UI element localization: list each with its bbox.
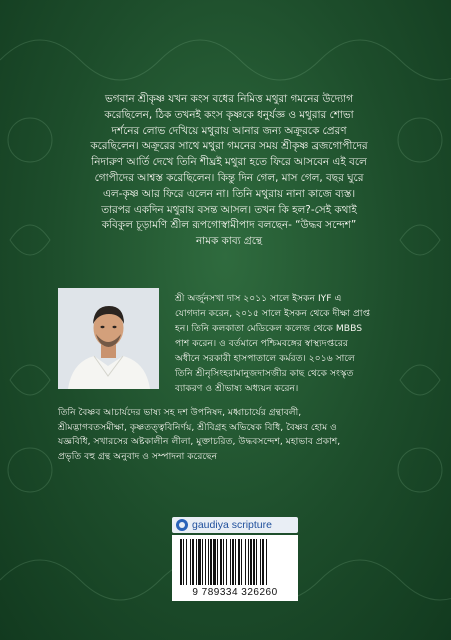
blurb-line: এল-কৃষ্ণ আর ফিরে এলেন না। তিনি মথুরায় নানা কাজে ব্যস্ত। — [102, 187, 356, 200]
barcode-bar — [213, 539, 216, 585]
author-works-line: প্রভৃতি বহু গ্রন্থ অনুবাদ ও সম্পাদনা করেছেন — [58, 450, 218, 462]
author-bio-line: যোগদান করেন, ২০১৫ সালে ইসকন থেকে দীক্ষা প্রাপ্ত — [175, 308, 371, 319]
barcode-bar — [248, 539, 249, 585]
blurb-line: গোপীদের আশ্বস্ত করেছিলেন। কিন্তু দিন গেল, মাস গেল, বছর ঘুরে — [94, 171, 364, 184]
author-works-line: তিনি বৈষ্ণব আচার্যদের ভাষ্য সহ দশ উপনিষদ, মধ্বাচার্যের গ্রন্থাবলী, — [58, 407, 302, 418]
author-photo — [58, 288, 159, 389]
blurb-line: নামক কাব্য গ্রন্থে — [195, 235, 263, 248]
barcode-bar — [196, 539, 197, 585]
barcode-bar — [260, 539, 261, 585]
isbn-barcode — [172, 535, 298, 601]
barcode-bar — [238, 539, 240, 585]
barcode-bar — [210, 539, 212, 585]
author-bio-line: তিনি শ্রীনৃসিংহরামানুজদাসজীর কাছ থেকে সংস্কৃত — [175, 368, 354, 379]
isbn-number: 9 789334 326260 — [192, 587, 278, 598]
barcode-bar — [266, 539, 267, 585]
barcode-bar — [183, 539, 184, 585]
barcode-bar — [190, 539, 191, 585]
author-bio-line: শ্রী অর্জুনসখা দাস ২০১১ সালে ইসকন IYF এ — [175, 293, 342, 304]
barcode-bar — [198, 539, 201, 585]
blurb-line: নিদারুণ আর্তি দেখে তিনি শীঘ্রই মথুরা হতে ফিরে আসবেন এই বলে — [91, 156, 367, 169]
publisher-name: gaudiya scripture — [192, 519, 272, 531]
publisher-label — [172, 517, 298, 533]
author-bio-line: ব্যাকরণ ও শ্রীভাষ্য অধ্যয়ন করেন। — [175, 383, 299, 394]
barcode-bar — [241, 539, 242, 585]
barcode-bars — [178, 539, 292, 585]
barcode-bar — [220, 539, 222, 585]
book-blurb — [64, 92, 394, 250]
blurb-line: করেছিলেন, ঠিক তখনই কংস কৃষ্ণকে ধনুর্যজ্ঞ ও মথুরার শোভা — [104, 108, 354, 121]
barcode-bar — [235, 539, 236, 585]
barcode-bar — [262, 539, 264, 585]
author-works-line: যজ্ঞবিধি, সখারসের অষ্টকালীন লীলা, মুক্তাচরিত, উদ্ধবসন্দেশ, মহাভাব প্রকাশ, — [58, 436, 341, 448]
barcode-bar — [232, 539, 234, 585]
barcode-bar — [250, 539, 252, 585]
blurb-line: তারপর একদিন মথুরায় বসন্ত আসল। তখন কি হল?-সেই কথাই — [101, 203, 357, 216]
blurb-line: কবিকুল চূড়ামণি শ্রীল রূপগোস্বামীপাদ বলছেন- “উদ্ধব সন্দেশ” — [101, 219, 357, 232]
barcode-bar — [256, 539, 257, 585]
barcode-bar — [253, 539, 255, 585]
barcode-bar — [205, 539, 206, 585]
blurb-line: করেছিলেন। অক্রূরের সাথে মথুরা গমনের সময় শ্রীকৃষ্ণ ব্রজগোপীদের — [90, 140, 368, 153]
barcode-bar — [186, 539, 187, 585]
barcode-bar — [180, 539, 182, 585]
blurb-line: দর্শনের লোভ দেখিয়ে মথুরায় আনার জন্য অক্রূরকে প্রেরণ — [111, 124, 347, 137]
author-bio-line: হন। তিনি কলকাতা মেডিকেল কলেজ থেকে MBBS — [175, 323, 363, 334]
author-works — [58, 406, 404, 464]
barcode-bar — [226, 539, 227, 585]
author-works-line: শ্রীমদ্ভাগবতসমীক্ষা, কৃষ্ণতত্ত্ববিনির্ণয়, শ্রীবিগ্রহ অভিষেক বিধি, বৈষ্ণব হোম ও — [58, 421, 337, 433]
barcode-bar — [230, 539, 231, 585]
barcode-bar — [223, 539, 224, 585]
author-bio-line: পাশ করেন। ও বর্তমানে পশ্চিমবঙ্গের স্বাস্থ্যদপ্তরের — [175, 338, 348, 349]
author-bio — [175, 291, 415, 396]
publisher-logo-icon — [176, 519, 188, 531]
blurb-line: ভগবান শ্রীকৃষ্ণ যখন কংস বধের নিমিত্ত মথুরা গমনের উদ্যোগ — [104, 93, 353, 105]
barcode-bar — [202, 539, 203, 585]
barcode-bar — [245, 539, 246, 585]
author-bio-line: অধীনে সরকারী হাসপাতালে কর্মরত। ২০১৬ সালে — [175, 353, 355, 364]
barcode-bar — [217, 539, 218, 585]
barcode-bar — [208, 539, 209, 585]
barcode-bar — [192, 539, 194, 585]
